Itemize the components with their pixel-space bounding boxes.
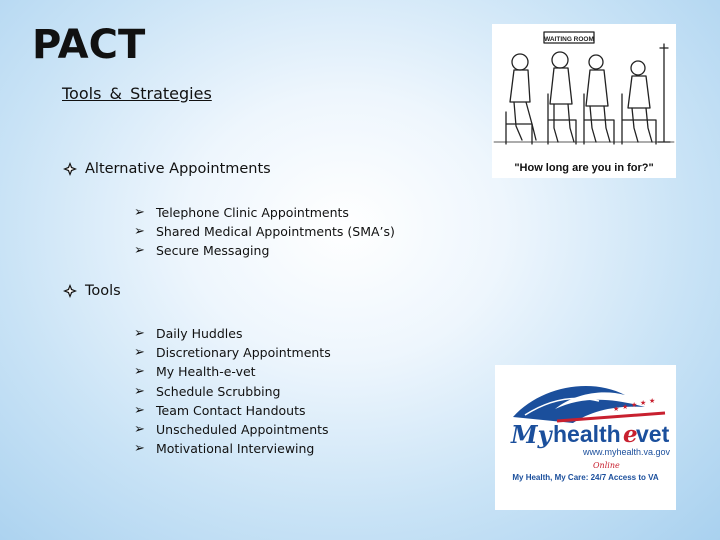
waiting-room-sign: WAITING ROOM <box>544 36 594 43</box>
arrow-bullet-icon: ➢ <box>134 383 145 399</box>
svg-text:health: health <box>553 421 621 447</box>
list-item-label: Shared Medical Appointments (SMA’s) <box>156 224 395 240</box>
section-alternative-appointments <box>63 161 271 177</box>
alternative-appointments-list <box>134 203 395 261</box>
arrow-bullet-icon: ➢ <box>134 345 145 361</box>
myhealthevet-logo <box>495 365 676 510</box>
list-item-label: Telephone Clinic Appointments <box>156 205 349 221</box>
arrow-bullet-icon: ➢ <box>134 224 145 240</box>
arrow-bullet-icon: ➢ <box>134 326 145 342</box>
list-item-label: Daily Huddles <box>156 326 243 342</box>
section-label: Alternative Appointments <box>85 161 271 177</box>
list-item-label: Discretionary Appointments <box>156 345 331 361</box>
list-item <box>134 439 331 458</box>
list-item-label: Team Contact Handouts <box>156 402 306 418</box>
svg-text:★: ★ <box>640 399 647 407</box>
svg-text:★: ★ <box>622 403 629 411</box>
svg-text:e: e <box>623 421 638 448</box>
list-item <box>134 222 395 241</box>
myhealthevet-logo-art <box>495 365 676 510</box>
cartoon-drawing <box>492 24 676 178</box>
list-item <box>134 420 331 439</box>
logo-url: www.myhealth.va.gov <box>582 447 670 457</box>
tools-list <box>134 324 331 458</box>
arrow-bullet-icon: ➢ <box>134 205 145 221</box>
logo-tagline: My Health, My Care: 24/7 Access to VA <box>512 473 659 482</box>
list-item-label: Schedule Scrubbing <box>156 383 281 399</box>
cartoon-caption: "How long are you in for?" <box>514 162 654 174</box>
logo-online-label: Online <box>593 461 620 470</box>
diamond-bullet-icon <box>63 284 77 298</box>
svg-text:★: ★ <box>613 405 620 413</box>
list-item <box>134 382 331 401</box>
section-label: Tools <box>85 283 121 299</box>
list-item-label: My Health-e-vet <box>156 364 256 380</box>
svg-text:My: My <box>511 420 552 449</box>
list-item <box>134 362 331 381</box>
arrow-bullet-icon: ➢ <box>134 243 145 259</box>
slide-subtitle: Tools & Strategies <box>62 84 212 103</box>
svg-text:★: ★ <box>649 397 656 405</box>
list-item-label: Secure Messaging <box>156 243 270 259</box>
svg-text:vet: vet <box>636 421 670 447</box>
list-item <box>134 343 331 362</box>
arrow-bullet-icon: ➢ <box>134 402 145 418</box>
list-item <box>134 324 331 343</box>
arrow-bullet-icon: ➢ <box>134 422 145 438</box>
list-item <box>134 401 331 420</box>
list-item-label: Motivational Interviewing <box>156 441 315 457</box>
slide-title: PACT <box>32 22 146 68</box>
list-item <box>134 203 395 222</box>
diamond-bullet-icon <box>63 162 77 176</box>
list-item <box>134 241 395 260</box>
waiting-room-cartoon <box>492 24 676 178</box>
svg-text:★: ★ <box>631 401 638 409</box>
arrow-bullet-icon: ➢ <box>134 364 145 380</box>
arrow-bullet-icon: ➢ <box>134 441 145 457</box>
section-tools <box>63 283 121 299</box>
list-item-label: Unscheduled Appointments <box>156 422 329 438</box>
